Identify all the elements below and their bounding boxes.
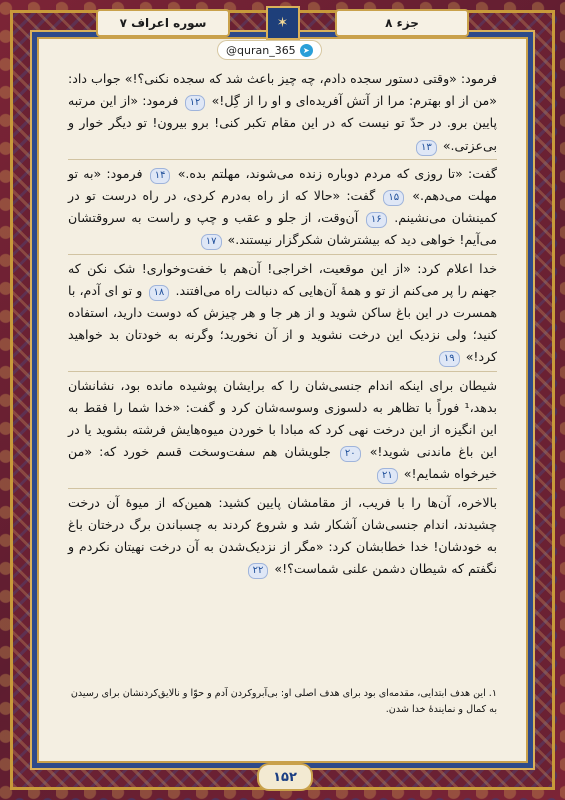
verse-number-badge: ۲۰ [340, 446, 361, 462]
surah-label: سوره اعراف ۷ [96, 9, 230, 37]
paragraph-divider [68, 254, 497, 255]
verse-text: جلویشان هم سفت‌وسخت قسم خورد که: «من خیرخواه شمایم!» [68, 444, 497, 482]
page-number: ۱۵۲ [257, 763, 313, 791]
verse-number-badge: ۱۶ [366, 212, 387, 228]
verse-text: جواب داد: «من از او بهترم: مرا از آتش آفریده‌ای و او را از گِل!» [68, 71, 497, 109]
verse-number-badge: ۱۹ [439, 351, 460, 367]
verse-number-badge: ۱۵ [383, 190, 404, 206]
verse-text: فرمود: «وقتی دستور سجده دادم، چه چیز باعث شد که سجده نکنی؟!» [124, 71, 498, 86]
verse-text: فرمود: «به تو مهلت می‌دهم.» [68, 165, 497, 204]
verse-number-badge: ۱۲ [185, 95, 206, 111]
paragraph-divider [68, 371, 497, 372]
verse-number-badge: ۱۷ [201, 234, 222, 250]
paragraph [68, 492, 497, 581]
telegram-icon: ➤ [300, 44, 313, 57]
paragraph [68, 375, 497, 486]
verse-text: خدا اعلام کرد: «از این موقعیت، اخراجی! آن‌هم با خفت‌وخواری! شک نکن که جهنم را پر می‌کنم از تو و همۀ آن‌هایی که دنبالت راه می‌افتند. [68, 260, 497, 298]
page-header [96, 8, 469, 38]
channel-handle: @quran_365 [226, 43, 296, 57]
verse-number-badge: ۱۴ [150, 168, 171, 184]
verse-text: فرمود: «از این مرتبه پایین برو. در حدّ تو نیست که در این مقام تکبر کنی! برو بیرون! تو دیگر خوار و بی‌عزتی.» [68, 93, 497, 153]
translation-text [68, 68, 497, 668]
verse-text: گفت: «تا روزی که مردم دوباره زنده می‌شوند، مهلتم بده.» [177, 165, 497, 181]
verse-number-badge: ۱۳ [416, 140, 437, 156]
paragraph [68, 68, 497, 157]
paragraph [68, 258, 497, 369]
juz-label: جزء ۸ [335, 9, 469, 37]
paragraph-divider [68, 159, 497, 160]
channel-tag[interactable] [218, 41, 321, 59]
verse-text: شیطان برای اینکه اندام جنسی‌شان را که برایشان پوشیده مانده بود، نشانشان بدهد،¹ فوراً با تظاهر به دلسوزی وسوسه‌شان کرد و گفت: «خدا شما را فقط به این انگیزه از این درخت نهی کرد که مبادا با خوردن میوه‌هایش فرشته بشوید یا در این باغ ماندنی شوید!» [68, 377, 497, 460]
paragraph-divider [68, 488, 497, 489]
verse-number-badge: ۲۲ [248, 563, 269, 579]
verse-text: آن‌وقت، از جلو و عقب و چپ و راست به سروقتشان می‌آیم! خواهی دید که بیشترشان شکرگزار نیستند.» [68, 210, 497, 248]
verse-text: بالاخره، آن‌ها را با فریب، از مقامشان پایین کشید: همین‌که از میوۀ آن درخت چشیدند، اندام جنسی‌شان آشکار شد و شروع کردند به چسباندن برگ درختان باغ به خودشان! خدا خطابشان کرد: «مگر از نزدیک‌شدن به آن درخت نهیتان نکردم و نگفتم که شیطان دشمن علنی شماست؟!» [68, 494, 497, 577]
footnote: ۱. این هدف ابتدایی، مقدمه‌ای بود برای هدف اصلی او: بی‌آبروکردن آدم و حوّا و نالایق‌کردنشان برای رسیدن به کمال و نمایندۀ خدا شدن. [70, 688, 497, 715]
paragraph [68, 163, 497, 252]
verse-number-badge: ۱۸ [149, 285, 170, 301]
verse-number-badge: ۲۱ [377, 468, 398, 484]
quran-calligraphy-logo-icon: ✶ [266, 6, 300, 40]
verse-text: و تو ای آدم، با همسرت در این باغ ساکن شوید و از هر جا و هر چیزش که دوست دارید، استفاده کنید؛ ولی نزدیک این درخت نشوید و از آن نخورید؛ وگرنه به خودتان بد خواهید کرد!» [68, 282, 497, 365]
verse-text: گفت: «حالا که از راه به‌درم کردی، در راه درست تو در کمینشان می‌نشینم. [68, 188, 497, 226]
